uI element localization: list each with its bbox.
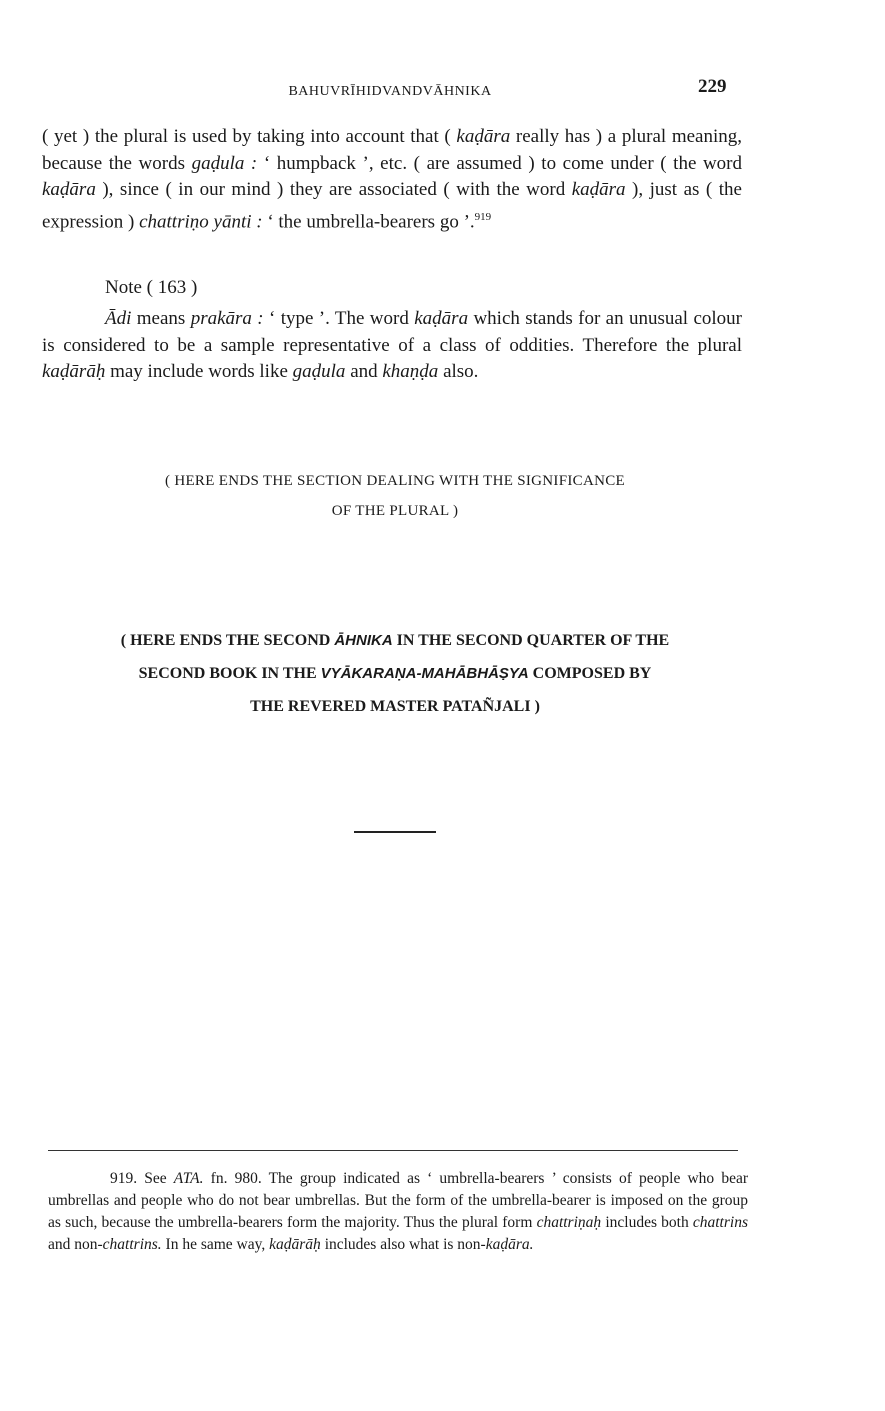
note-heading: Note ( 163 )	[105, 277, 198, 298]
header-title: BAHUVRĪHIDVANDVĀHNIKA	[288, 84, 492, 99]
chapter-end-line-3: THE REVERED MASTER PATAÑJALI )	[250, 698, 540, 715]
footnote-number: 919.	[110, 1170, 138, 1187]
footnote-reference: 919	[474, 210, 492, 223]
section-end-colophon	[60, 466, 730, 526]
section-divider	[354, 831, 436, 833]
page-number: 229	[698, 76, 727, 97]
footnote-rule	[48, 1150, 738, 1151]
chapter-end-line-1: ( HERE ENDS THE SECOND ĀHNIKA IN THE SECOND QUARTER OF THE	[120, 632, 670, 649]
body-paragraph-1: ( yet ) the plural is used by taking into account that ( kaḍāra really has ) a plural meaning, because the words gaḍula : ‘ humpback ’, etc. ( are assumed ) to come under ( the word kaḍāra ), since ( in our mind ) they are associated ( with the word kaḍāra ), just as ( the expression ) chattriṇo yānti : ‘ the umbrella-bearers go ’.$^{919}$	[42, 126, 743, 232]
chapter-end-colophon	[40, 624, 750, 723]
chapter-end-line-2: SECOND BOOK IN THE VYĀKARAṆA-MAHĀBHĀṢYA COMPOSED BY	[138, 665, 652, 682]
section-end-line-2: OF THE PLURAL )	[331, 503, 459, 519]
note-paragraph: Ādi means prakāra : ‘ type ’. The word kaḍāra which stands for an unusual colour is considered to be a sample representative of a class of oddities. Therefore the plural kaḍārāḥ may include words like gaḍula and khaṇḍa also.	[42, 308, 742, 382]
footnote-919: 919. See ATA. fn. 980. The group indicated as ‘ umbrella-bearers ’ consists of people who bear umbrellas and people who do not bear umbrellas. But the form of the umbrella-bearer is imposed on the group as such, because the umbrella-bearers form the majority. Thus the plural form chattriṇaḥ includes both chattrins and non-chattrins. In he same way, kaḍārāḥ includes also what is non-kaḍāra.	[48, 1170, 748, 1253]
section-end-line-1: ( HERE ENDS THE SECTION DEALING WITH THE SIGNIFICANCE	[164, 473, 626, 489]
